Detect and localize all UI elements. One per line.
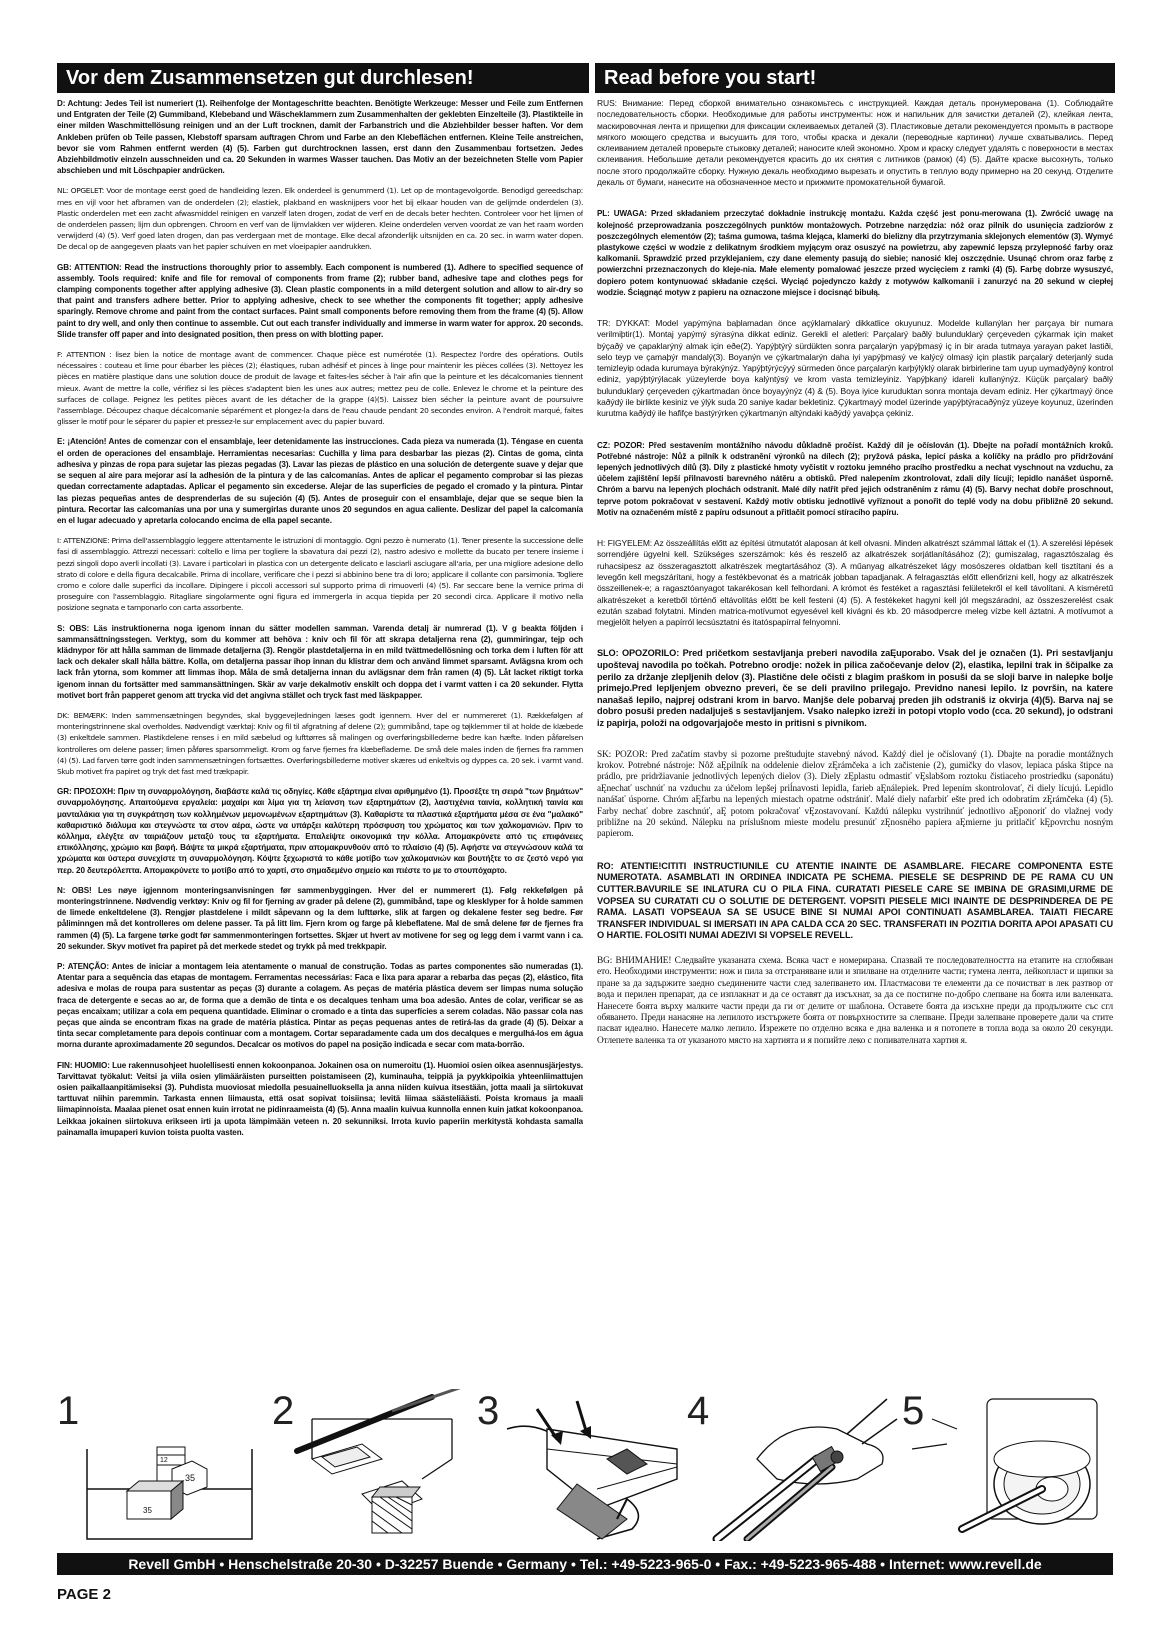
step-number: 3 — [477, 1389, 500, 1433]
paragraph-p: P: ATENÇÃO: Antes de iniciar a montagem leia atentamente o manual de construção. Todas as partes componentes são numeradas (1). Atentar para a sequência das etapas de montagem. Ferramentas necessárias: Faca e lixa para aparar a rebarba das peças (2), elástico, fita adesiva e molas de roupa para sustentar as peças (3) durante a colagem. As peças de matéria plástica devem ser limpas numa solução fraca de detergente e secas ao ar, de forma que a demão de tinta e os decalques tenham uma boa adesão. Antes de colar, verificar se as peças encaixam; utilizar a cola em pequena quantidade. Eliminar o cromado e a tinta das superfícies a serem coladas. Não passar cola nas peças que ainda se encontram fixas na grade de matéria plástica. Pintar as peças pequenas antes de retirá-las da grade (4) (5). Deixar a tinta secar completamente para depois continuar com a montagem. Cortar separadamente cada um dos decalques e mergulhá-los em água morna durante aproximadamente 20 segundos. Decalcar os motivos do papel na posição indicada e secar com mata-borrão. — [57, 962, 583, 1050]
paragraph-s: S: OBS: Läs instruktionerna noga igenom innan du sätter modellen samman. Varenda detalj är numrerad (1). V g beakta följden i sammansättningsstegen. Verktyg, som du kommer att behöva : kniv och fil för att skrapa detaljerna rena (2), gummiringar, tejp och klädnypor för att hålla samman de limmade detaljerna (3). Rengör plastdetaljerna in en mild tvättmedellösning och torka dem i luften för att lack och dekaler skall hålla bättre. Kolla, om detaljerna passar ihop innan du klistrar dem och använd limmet sparsamt. Avlägsna krom och lack från ytorna, som kommer att limmas ihop. Måla de små detaljerna innan du avlägsnar dem från ramen (4) (5). Låt lacket riktigt torka igenom innan du fortsätter med sammansättningen. Skär av varje dekalmotiv enskilt och doppa det i varmt vatten i ca 20 sekunder. Flytta motivet bort från papperet genom att trycka vid det angivna stället och tryck fast med läskpapper. — [57, 623, 583, 700]
step-3 — [477, 1389, 687, 1541]
step-3-illustration — [477, 1389, 687, 1541]
paragraph-slo: SLO: OPOZORILO: Pred pričetkom sestavljanja preberi navodila zaĘuporabo. Vsak del je označen (1). Pri sestavljanju upoštevaj navodila po točkah. Potrebno orodje: nožek in pilica začočevanje delov (2), elastika, lepilni trak in ščipalke za perilo za držanje zlepljenih delov (3). Plastične dele očisti z blagim praškom in posuši da se sloji barve in nalepke bolje primejo.Pred lepljenjem obvezno preveri, če se deli pravilno prilegajo. Previdno nanesi lepilo. Iz površin, na katere nanašaš lepilo, najprej odstrani krom in barvo. Manjše dele pobarvaj preden jih odstraniš iz okvirja (4)(5). Barva naj se dobro posuši preden nadaljuješ s sestavljanjem. Vsako nalepko izreži in potopi vtoplo vodo (cca. 20 sekund), jo odstrani iz papirja, položi na odgovarjajoče mesto in pritisni s pivnikom. — [597, 648, 1113, 729]
header-left-title: Vor dem Zusammensetzen gut durchlesen! — [57, 63, 589, 93]
step-number: 1 — [57, 1389, 80, 1433]
paragraph-cz: CZ: POZOR: Před sestavením montážního návodu důkladně pročíst. Každý díl je očíslován (1). Dbejte na pořadí montážních kroků. Potřebné nástroje: Nůž a pilník k odstranění výronků na dílech (2); pryžová páska, lepicí páska a kolíčky na prádlo pro přidržování lepených jednotlivých dílů (3). Díly z plastické hmoty vyčistit v roztoku jemného pracího prostředku a nechat vyschnout na vzduchu, za účelem zajištění lepší přilnavosti barevného nátěru a obtisků. Před nalepením zkontrolovat, zdali díly lícují; lepidlo nanášet úsporně. Chróm a barvu na lepených plochách odstranit. Malé díly natřít před jejich odstraněním z rámu (4) (5). Barvy nechat dobře proschnout, teprve potom pokračovat v sestavení. Každý motiv obtisku jednotlivě vyříznout a ponořit do teplé vody na dobu přibližně 20 sekund. Motiv na označeném místě z papíru odsunout a přitlačit pomocí stíracího papíru. — [597, 440, 1113, 517]
step-1 — [57, 1389, 257, 1541]
step-number: 4 — [687, 1389, 710, 1433]
assembly-steps — [57, 1389, 1113, 1541]
paragraph-fin: FIN: HUOMIO: Lue rakennusohjeet huolellisesti ennen kokoonpanoa. Jokainen osa on numeroitu (1). Huomioi osien oikea asennusjärjestys. Tarvittavat työkalut: Veitsi ja viila osien ylimääräisten purseitten poistamiseen (2), kuminauha, teippiä ja pyykkipoikia yhteenliimattujen osien paikallaanpitämiseksi (3). Puhdista muoviosat miedolla pesuainelluoksella ja anna niiden kuivua itsestään, jotta maali ja siirtokuvat tarttuvat niihin paremmin. Tarkasta ennen liimausta, että osat sopivat toisiinsa; levitä liimaa säästeliäästi. Poista kromaus ja maali liimapinnoista. Maalaa pienet osat ennen kuin irrotat ne pidinraameista (4) (5). Anna maalin kuivua kunnolla ennen kuin jatkat kokoonpanoa. Leikkaa jokainen siirtokuva erikseen irti ja upota lämpimään veteen n. 20 sekunniksi. Irrota kuvio paperiin merkitystä kohdasta samalla painamalla imupaperi kuvion toista puolta vasten. — [57, 1060, 583, 1137]
step-5-illustration — [902, 1389, 1113, 1541]
step-5 — [902, 1389, 1113, 1541]
paragraph-f: F: ATTENTION : lisez bien la notice de montage avant de commencer. Chaque pièce est numérotée (1). Respectez l'ordre des opérations. Outils nécessaires : couteau et lime pour ébarber les pièces (2); élastiques, ruban adhésif et pinces à linge pour maintenir les pièces collées (3). Nettoyez les pièces en matière plastique dans une solution douce de produit de lavage et faites-les sécher à l'air afin que la peinture et les décalcomanies tiennent mieux. Avant de mettre la colle, vérifiez si les pièces s'adaptent bien les unes aux autres; mettez peu de colle. Enlevez le chrome et la peinture des surfaces de collage. Peignez les petites pièces avant de les détacher de la grappe (4)(5). Laissez bien sécher la peinture avant de poursuivre l'assemblage. Découpez chaque décalcomanie séparément et plongez-la dans de l'eau chaude pendant 20 secondes environ. A l'endroit marqué, faites glisser le motif pour le séparer du papier et pressez-le sur emplacement avec du papier buvard. — [57, 350, 583, 427]
paragraph-nl: NL: OPGELET: Voor de montage eerst goed de handleiding lezen. Elk onderdeel is genummerd (1). Let op de montagevolgorde. Benodigd gereedschap: mes en vijl voor het afbramen van de onderdelen (2); elastiek, plakband en wasknijpers voor het bij elkaar houden van de gelijmde onderdelen (3). Plastic onderdelen met een zacht afwasmiddel reinigen en vanzelf laten drogen, zodat de verf en de decals beter hechten. Controleer voor het lijmen of de onderdelen passen; lijm dun opbrengen. Chroom en verf van de lijmvlakken ver wijderen. Kleine onderdelen verven voordat ze van het raam worden verwijderd (4) (5). Verf goed laten drogen, dan pas verdergaan met de montage. Elke decal afzonderlijk uitsnijden en ca. 20 sec. in warm water dopen. De decal op de aangegeven plaats van het papier schuiven en met vloeipapier aandrukken. — [57, 186, 583, 252]
paragraph-de: D: Achtung: Jedes Teil ist numeriert (1). Reihenfolge der Montageschritte beachten. Benötigte Werkzeuge: Messer und Feile zum Entfernen und Entgraten der Teile (2) Gummiband, Klebeband und Wäscheklammern zum Zusammenhalten der geklebten Einzelteile (3). Plastikteile in einer milden Waschmittellösung reinigen und an der Luft trocknen, damit der Farbanstrich und die Abziehbilder besser haften. Vor dem Ankleben prüfen ob Teile passen, Klebstoff sparsam auftragen Chrom und Farbe an den Klebeflächen entfernen. Kleine Teile anstreichen, bevor sie vom Rahmen entfernt werden (4) (5). Farben gut durchtrocknen lassen, erst dann den Zusammenbau fortsetzen. Jedes Abziehbildmotiv einzeln ausschneiden und ca. 20 Sekunden in warmes Wasser tauchen. Das Motiv an der bezeichneten Stelle vom Papier abschieben und mit Löschpapier andrücken. — [57, 99, 583, 176]
paragraph-bg: BG: ВНИМАНИЕ! Следвайте указаната схема. Всяка част е номерирана. Спазвай те последователността на етапите на сглобяван ето. Необходими инструменти: нож и пила за отстраняване или и зпилване на отделните части; гумена лента, лейкопласт и щипки за пране за да задържите заедно съединените части след залепването им. Пластмасови те елементи да се почистват в лек разтвор от вода и перилен препарат, да се изплакнат и да се оставят да изсъхнат, за да се постигне по-добро слепване на боята или валенката. Нанесете боята върху малките части преди да ги от делите от шаблона. Оставете боята да изсъхне преди да продължите със сгл обяването. Преди нанасяне на лепилото изстържете боята от повърхностите за слепване. Преди залепване проверете дали ча стите пасват идеално. Нанесете малко лепило. Изрежете по отделно всяка е дна валенка и я потопете в топла вода за около 20 секунди. Отлепете валенка та от указаното място на хартията и я попийте леко с попивателната хартия я. — [597, 956, 1113, 1046]
paragraph-dk: DK: BEMÆRK: Inden sammensætningen begyndes, skal byggevejledningen læses godt igennem. Hver del er nummereret (1). Rækkefølgen af monteringstrinnene skal overholdes. Nødvendigt værktøj: Kniv og fil til afgratning af delene (2); gummibånd, tape og tøjklemmer til at holde de klæbede (3) enkeltdele sammen. Plastikdelene renses i en mild sæbelud og lufttørres så malingen og overføringsbillederne bedre kan hæfte. Inden påførelsen kontrolleres om delene passer; limen påføres sparsommeligt. Krom og farve fjernes fra klæbefladerne. De små dele males inden de fjernes fra rammen (4) (5). Lad farven tørre godt inden sammensætningen fortsættes. Overføringsbillederne motiver skæres ud enkeltvis og dyppes ca. 20 sek. i varmt vand. Skub motivet fra papiret og tryk det fast med trækpapir. — [57, 710, 583, 776]
step-2-illustration — [272, 1389, 472, 1541]
part-number-label: 35 — [143, 1506, 152, 1515]
step-1-illustration — [57, 1389, 257, 1541]
paragraph-tr: TR: DYKKAT: Model yapýmýna baþlamadan önce açýklamalarý dikkatlice okuyunuz. Modelde kullanýlan her parçaya bir numara verilmiþtir(1). Montaj yapýmý sýrasýna dikkat ediniz. Gerekli el aletleri: Parçalarý baðlý bulunduklarý çerçeveden çýkarmak için maket býçaðý ve çapaklarýný almak için eðe(2). Yapýþtýrý sürdükten sonra parçalarýn yapýþmasý iç in bir arada tutmaya yarayan paket lastiði, selo teyp ve çamaþýr mandalý(3). Boyanýn ve çýkartmalarýn daha iyi yapýþmasý ve kalýcý olmasý için plastik parçalarý deterjanlý suda temizleyip odada kurumaya býrakýnýz. Yapýþtýrýcýyý sürmeden önce parçalarýn karþýlýklý olarak birbirlerine tam uyup uymadýðýný kontrol ediniz, yapýþtýrýlacak yüzeylerde boya kalýntýsý ve krom vasta temizleyiniz. Yapýþkaný idareli kullanýnýz. Küçük parçalarý baðlý bulunduklarý çerçeveden çýkartmadan önce boyayýnýz (4) & (5). Boya iyice kuruduktan sonra montaja devam ediniz. Her çýkartmayý önce kaðýdý ile birlikte kesiniz ve ýlýk suda 20 saniye kadar bekletiniz. Çýkartmayý model üzerinde yapýþtýracaðýnýz yüzeye koyunuz, üzerinden kurutma kaðýdý ile hafifçe bastýrýrken çýkartmanýn altýndaki kaðýdý yavaþça çekiniz. — [597, 318, 1113, 419]
page-number: PAGE 2 — [57, 1586, 111, 1603]
paragraph-gb: GB: ATTENTION: Read the instructions thoroughly prior to assembly. Each component is numbered (1). Adhere to specified sequence of assembly. Tools required: knife and file for removal of components from frame (2); rubber band, adhesive tape and clothes pegs for clamping components together after applying adhesive (3). Clean plastic components in a mild detergent solution and allow to air-dry so that paint and transfers adhere better. Prior to applying adhesive, check to see whether the components fit together; apply adhesive sparingly. Remove chrome and paint from the contact surfaces. Paint small components before removing them from the frame (4) (5). Allow paint to dry well, and only then continue to assemble. Cut out each transfer individually and immerse in warm water for approx. 20 seconds. Slide transfer off paper and into designated position, then press on with blotting paper. — [57, 262, 583, 339]
step-4 — [687, 1389, 902, 1541]
paragraph-pl: PL: UWAGA: Przed składaniem przeczytać dokładnie instrukcję montażu. Każda część jest ponu-merowana (1). Zwrócić uwagę na kolejność przeprowadzania poszczególnych punktów montażowych. Potrzebne narzędzia: nóż oraz pilnik do usunięcia zadziorów z poszczególnych elementów (2); taśma gumowa, taśma klejąca, klamerki do bielizny dla przytrzymania sklejonych elementów (3). Wymyć plastykowe części w wodzie z delikatnym środkiem myjącym oraz osuszyć na powietrzu, aby zapewnić lepszą przylepność farby oraz kalkomanii. Sprawdzić przed przyklejaniem, czy dane elementy pasują do siebie; nanosić klej oszczędnie. Usunąć chrom oraz farbę z powierzchni przeznaczonych do kleje-nia. Małe elementy pomalować jeszcze przed wycięciem z ramki (4) (5). Farbę dobrze wysuszyć, dopiero potem kontynuować składanie części. Wyciąć pojedynczo każdy z motywów kalkomanii i zanurzyć na 20 sekund w ciepłej wodzie. Ściągnąć motyw z papieru na oznaczone miejsce i docisnąć bibułą. — [597, 209, 1113, 297]
paragraph-i: I: ATTENZIONE: Prima dell'assemblaggio leggere attentamente le istruzioni di montaggio. Ogni pezzo è numerato (1). Tener presente la successione delle fasi di assemblaggio. Attrezzi necessari: coltello e lima per togliere la sbavatura dai pezzi (2), nastro adesivo e mollette da bucato per tenere insieme i pezzi singoli dopo averli incollati (3). Lavare i particolari in plastica con un detergente delicato e lasciarli asciugare all'aria, per una migliore adesione dello strato di colore e della figura decalcabile. Prima di incollare, verificare che i pezzi si abbinino bene tra di loro; applicare il collante con parsimonia. Togliere cromo e colore dalle superfici da incollare. Dipingere i piccoli accessori sul supporto prima di rimuoverli (4) (5). Far seccare bene la vernice prima di proseguire con l'assemblaggio. Ritagliare singolarmente ogni figura ed immergerla in acqua tiepida per 20 secondi circa. Applicare il motivo nella posizione segnata e tamponarlo con carta assorbente. — [57, 536, 583, 613]
paragraph-ro: RO: ATENTIE!CITITI INSTRUCTIUNILE CU ATENTIE INAINTE DE ASAMBLARE. FIECARE COMPONENTA ESTE NUMEROTATA. ASAMBLATI IN ORDINEA INDICATA PE SCHEMA. PIESELE SE DESPRIND DE PE RAMA CU UN CUTTER.BAVURILE SE INLATURA CU O PILA FINA. CURATATI PIESELE CARE SE IMBINA DE GRASIMI,URME DE VOPSEA SU CURATATI CU O SOLUTIE DE DETERGENT. VOPSITI PIESELE MICI INAINTE DE DESPRINDEREA DE PE RAMA. LASATI VOPSEAUA SA SE USUCE BINE SI NUMAI APOI CONTINUATI ASAMBLAREA. TAIATI FIECARE TRANSFER INDIVIDUAL SI IMERSATI IN APA CALDA CCA 20 SEC. TRANSFERATI IN POZITIA DORITA APOI APASATI CU O HARTIE. FOLOSITI NUMAI ADEZIVI SI VOPSELE REVELL. — [597, 860, 1113, 941]
step-number: 5 — [902, 1389, 925, 1433]
paragraph-n: N: OBS! Les nøye igjennom monteringsanvisningen før sammenbyggingen. Hver del er nummerert (1). Følg rekkefølgen på monteringstrinnene. Nødvendig verktøy: Kniv og fil for fjerning av grader på delene (2), gummibånd, tape og klesklyper for å holde sammen de limede enkeltdelene (3). Rengjør plastdelene i mildt såpevann og la dem lufttørke, slik at fargen og dekalene fester seg bedre. Før påliminngen må det kontrolleres om delene passer. Ta på litt lim. Fjern krom og farge på klebeflatene. Mal de små delene før de fjernes fra rammen (4) (5). La fargene tørke godt før sammenmonteringen fortsettes. Skjær ut hvert av motivene for seg og legg dem i varmt vann i ca. 20 sekunder. Skyv motivet fra papiret på det merkede stedet og trykk på med trekkpapir. — [57, 885, 583, 951]
paragraph-sk: SK: POZOR: Pred začatím stavby si pozorne preštudujte stavebný návod. Každý diel je očíslovaný (1). Dbajte na poradie montážnych krokov. Potrebné nástroje: Nôž aĘpilník na oddelenie dielov zĘrámčeka a ich začistenie (2), gumičky do vlasov, lepiaca páska štipce na prádlo, pre pridržiavanie jednotlivých lepených dielov (3). Diely zĘplastu odmastiť vĘslabšom roztoku čistiaceho prostriedku (saponátu) aĘnechať uschnúť na vzduchu za účelom lepšej priĺnavosti lepidla, farieb aĘnálepiek. Pred lepením skontrolovať, či diely lícujú. Lepidlo nanášať úsporne. Chróm aĘfarbu na lepených miestach opatrne odstrániť. Malé diely nafarbiť ešte pred ich odobratím zĘrámčeka (4) (5). Farby nechať dobre zaschnúť, aĘ potom pokračovať vĘzostavovaní. Každú nálepku vystrihnúť jednotlivo aĘponoriť do vlažnej vody približne na 20 sekúnd. Nálepku na príslušnom mieste modelu presunúť zĘnosného papiera aĘmierne ju pritlačiť kĘpovrchu nosným papierom. — [597, 749, 1113, 840]
step-2 — [272, 1389, 472, 1541]
paragraph-gr: GR: ΠΡΟΣΟΧΗ: Πριν τη συναρμολόγηση, διαβάστε καλά τις οδηγίες. Κάθε εξάρτημα είναι αριθμημένο (1). Προσέξτε τη σειρά "των βημάτων" συναρμολόγησης. Απαιτούμενα εργαλεία: μαχαίρι και λίμα για τη λείανση των εξαρτημάτων (2), λαστιχένια ταινία, κολλητική ταινία και μανταλάκια για τη συγκράτηση των κολλημένων μεμονωμένων εξαρτημάτων (3). Καθαρίστε τα πλαστικά εξαρτήματα μέσα σε ένα "μαλακό" καθαριστικό διάλυμα και στεγνώστε τα στον αέρα, ώστε να υπάρξει καλύτερη πρόσφυση του χρώματος και των χαλκομανιών. Πριν το κόλλημα, ελέγξτε αν ταιριάζουν μεταξύ τους τα εξαρτήματα. Επαλείψτε οικονομικά την κόλλα. Απομακρύνετε από τις επιφάνειες επικόλλησης, χρώμιο και βαφή. Βάψτε τα μικρά εξαρτήματα, πριν απομακρυνθούν από το πλαίσιο (4) (5). Αφήστε να στεγνώσουν καλά τα χρώματα και ύστερα συνεχίστε τη συναρμολόγηση. Κόψτε ξεχωριστά το κάθε μοτίβο των χαλκομανιών και βουτήξτε το σε ζεστό νερό για περ. 20 δευτερόλεπτα. Απομακρύνετε το μοτίβο από το χαρτί, στο σημαδεμένο σημείο και πιέστε το με το στουπόχαρτο. — [57, 787, 583, 875]
paragraph-e: E: ¡Atención! Antes de comenzar con el ensamblaje, leer detenidamente las instrucciones. Cada pieza va numerada (1). Téngase en cuenta el orden de operaciones del ensamblaje. Herramientas necesarias: Cuchilla y lima para desbarbar las piezas (2). Cintas de goma, cinta adhesiva y pinzas de ropa para sujetar las piezas pegadas (3). Lavar las piezas de plástico en una solución de detergente suave y dejar que se sequen al aire para mejorar así la adhesión de la pintura y de las calcomanías. Antes de aplicar el pegamento comprobar si las piezas quedan correctamente adaptadas. Aplicar el pegamento sin excederse. Alejar de las superficies de pegado el cromado y la pintura. Pintar las piezas pequeñas antes de desprenderlas de su sujeción (4) (5). Antes de proseguir con el ensamblaje, dejar que se seque bien la pintura. Recortar las calcomanías una por una y sumergirlas durante unos 20 segundos en agua caliente. Deslizar del papel la calcomanía en el lugar adecuado y apretarla colocando encima de ella papel secante. — [57, 437, 583, 525]
header-right-title: Read before you start! — [595, 63, 1115, 93]
footer-company-info: Revell GmbH • Henschelstraße 20-30 • D-32257 Buende • Germany • Tel.: +49-5223-965-0 • Fax.: +49-5223-965-488 • Internet: www.revell.de — [57, 1553, 1113, 1575]
right-column — [597, 98, 1113, 1330]
step-4-illustration — [687, 1389, 902, 1541]
part-number-label: 35 — [185, 1473, 196, 1483]
part-number-label: 12 — [160, 1457, 168, 1464]
paragraph-rus: RUS: Внимание: Перед сборкой внимательно ознакомьтесь с инструкцией. Каждая деталь пронумерована (1). Соблюдайте последовательность сборки. Необходимые для работы инструменты: нож и напильник для зачистки деталей (2), клейкая лента, маскировочная лента и прищепки для фиксации склеиваемых деталей (3). Пластиковые детали рекомендуется промыть в растворе мягкого моющего средства и высушить для того, чтобы краска и декали (переводные картинки) лучше схватывались. Перед склеиванием деталей проверьте стыковку деталей; наносите клей экономно. Хром и краску следует удалять с поверхности в местах склеивания. Небольшие детали рекомендуется красить до их снятия с литников (рамок) (4) (5). Дайте краске высохнуть, только после этого продолжайте сборку. Нужную декаль необходимо вырезать и опустить в теплую воду примерно на 20 секунд. Отделите декаль от бумаги, нанесите на обозначенное место и прижмите промокательной бумагой. — [597, 98, 1113, 188]
step-number: 2 — [272, 1389, 295, 1433]
left-column — [57, 98, 583, 1330]
paragraph-h: H: FIGYELEM: Az összeállítás előtt az építési útmutatót alaposan át kell olvasni. Minden alkatrészt számmal láttak el (1). A szerelési lépések sorrendjére ügyelni kell. Szükséges szerszámok: kés és reszelő az alkatrészek sorjátlanításához (2); gumiszalag, ragasztószalag és ruhacsipesz az összeragasztott alkatrészek megtartásához (3). A műanyag alkatrészeket lágy mosószeres oldatban kell tisztítani és a levegőn kell megszárítani, hogy a festékbevonat és a matricák jobban tapadjanak. A felragasztás előtt ellenőrizni kell, hogy az alkatrészek összeillenek-e; a ragasztóanyagot takarékosan kell felhordani. A krómot és festéket a ragasztási felületekről el kell távolítani. A kisméretű alkatrészeket a keretből történő eltávolítás előtt be kell festeni (4) (5). A festékeket hagyni kell jól megszáradni, az összeszerelést csak ezután szabad folytatni. Minden matrica-motívumot egyesével kell kivágni és kb. 20 másodpercre meleg vízbe kell áztatni. A motívumot a megjelölt helyen a papírról lecsúsztatni és itatóspapírral felnyomni. — [597, 538, 1113, 628]
